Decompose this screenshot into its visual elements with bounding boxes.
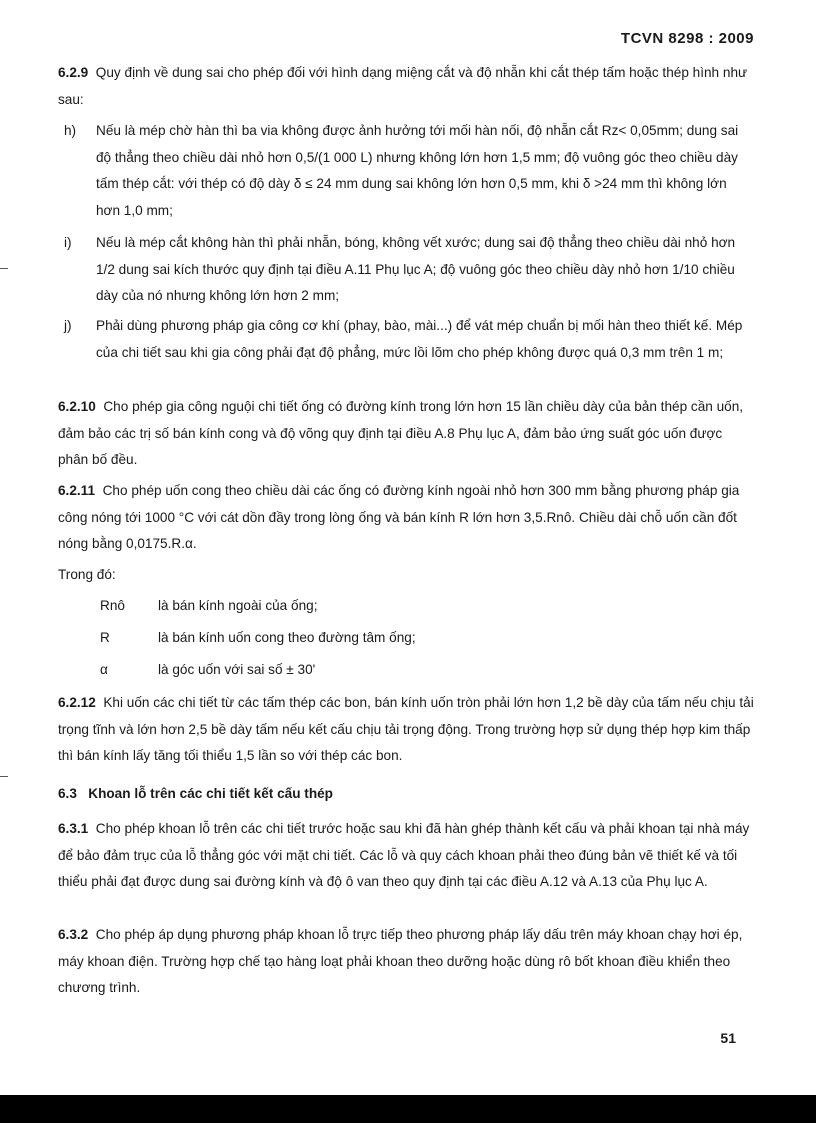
list-item-text: Nếu là mép chờ hàn thì ba via không được ảnh hưởng tới mối hàn nối, độ nhẵn cắt Rz< 0,05mm; dung sai độ thẳng theo chiều dài nhỏ hơn 0,5/(1 000 L) nhưng không lớn hơn 1,5 mm; độ vuông góc theo chiều dày tấm thép cắt: với thép có độ dày δ ≤ 24 mm dung sai không lớn hơn 0,5 mm, khi δ >24 mm thì không lớn hơn 1,0 mm; [96, 123, 739, 218]
clause-6-3-1 [58, 816, 754, 896]
clause-6-2-10 [58, 394, 754, 474]
clause-6-2-11 [58, 478, 754, 558]
list-item-i [64, 230, 754, 310]
scan-bottom-border [0, 1095, 816, 1123]
clause-text: Quy định về dung sai cho phép đối với hình dạng miệng cắt và độ nhẵn khi cắt thép tấm hoặc thép hình như sau: [58, 65, 748, 107]
section-number: 6.3 [58, 786, 77, 801]
symbol: R [100, 630, 110, 645]
clause-number: 6.2.12 [58, 695, 96, 710]
section-title: Khoan lỗ trên các chi tiết kết cấu thép [88, 786, 333, 801]
symbol-description: là bán kính uốn cong theo đường tâm ống; [158, 630, 416, 645]
scan-margin-mark [0, 776, 8, 777]
clause-number: 6.2.10 [58, 399, 96, 414]
where-label: Trong đó: [58, 567, 116, 582]
list-item-label: h) [64, 123, 77, 138]
list-item-j [64, 313, 754, 366]
clause-text: Cho phép gia công nguội chi tiết ống có đường kính trong lớn hơn 15 lần chiều dày của bản thép cần uốn, đảm bảo các trị số bán kính cong và độ võng quy định tại điều A.8 Phụ lục A, đảm bảo ứng suất góc uốn được phân bố đều. [58, 399, 744, 467]
clause-text: Cho phép khoan lỗ trên các chi tiết trước hoặc sau khi đã hàn ghép thành kết cấu và phải khoan tại nhà máy để bảo đảm trục của lỗ thẳng góc với mặt chi tiết. Các lỗ và quy cách khoan phải theo đúng bản vẽ thiết kế và tối thiểu phải đạt được dung sai đường kính và độ ô van theo quy định tại các điều A.12 và A.13 của Phụ lục A. [58, 821, 750, 889]
document-header: TCVN 8298 : 2009 [620, 30, 754, 47]
clause-number: 6.3.1 [58, 821, 89, 836]
symbol: α [100, 662, 108, 677]
list-item-label: j) [64, 318, 72, 333]
clause-text: Cho phép áp dụng phương pháp khoan lỗ trực tiếp theo phương pháp lấy dấu trên máy khoan chạy hơi ép, máy khoan điện. Trường hợp chế tạo hàng loạt phải khoan theo dưỡng hoặc dùng rô bốt khoan điều khiển theo chương trình. [58, 927, 743, 995]
clause-6-3-2 [58, 922, 754, 1002]
symbol-description: là góc uốn với sai số ± 30' [158, 662, 316, 677]
clause-6-2-9 [58, 60, 754, 113]
page-number: 51 [720, 1030, 736, 1046]
list-item-h [64, 118, 754, 224]
clause-number: 6.2.11 [58, 483, 96, 498]
clause-text: Cho phép uốn cong theo chiều dài các ống có đường kính ngoài nhỏ hơn 300 mm bằng phương pháp gia công nóng tới 1000 °C với cát dồn đầy trong lòng ống và bán kính R lớn hơn 3,5.Rnô. Chiều dài chỗ uốn cần đốt nóng bằng 0,0175.R.α. [58, 483, 740, 551]
list-item-label: i) [64, 235, 72, 250]
symbol-description: là bán kính ngoài của ống; [158, 598, 318, 613]
list-item-text: Nếu là mép cắt không hàn thì phải nhẵn, bóng, không vết xước; dung sai độ thẳng theo chiều dài nhỏ hơn 1/2 dung sai kích thước quy định tại điều A.11 Phụ lục A; độ vuông góc theo chiều dày nhỏ hơn 1/10 chiều dày của nó nhưng không lớn hơn 2 mm; [96, 235, 736, 303]
list-item-text: Phải dùng phương pháp gia công cơ khí (phay, bào, mài...) để vát mép chuẩn bị mối hàn theo thiết kế. Mép của chi tiết sau khi gia công phải đạt độ phẳng, mức lồi lõm cho phép không được quá 0,3 mm trên 1 m; [96, 318, 743, 360]
clause-6-2-12 [58, 690, 754, 770]
section-heading-6-3 [58, 784, 333, 804]
clause-number: 6.2.9 [58, 65, 89, 80]
clause-text: Khi uốn các chi tiết từ các tấm thép các bon, bán kính uốn tròn phải lớn hơn 1,2 bề dày của tấm nếu chịu tải trọng tĩnh và lớn hơn 2,5 bề dày tấm nếu kết cấu chịu tải trọng động. Trong trường hợp sử dụng thép hợp kim thấp thì bán kính lấy tăng tối thiểu 1,5 lần so với thép các bon. [58, 695, 754, 763]
symbol: Rnô [100, 598, 125, 613]
clause-number: 6.3.2 [58, 927, 89, 942]
scan-margin-mark [0, 268, 8, 269]
